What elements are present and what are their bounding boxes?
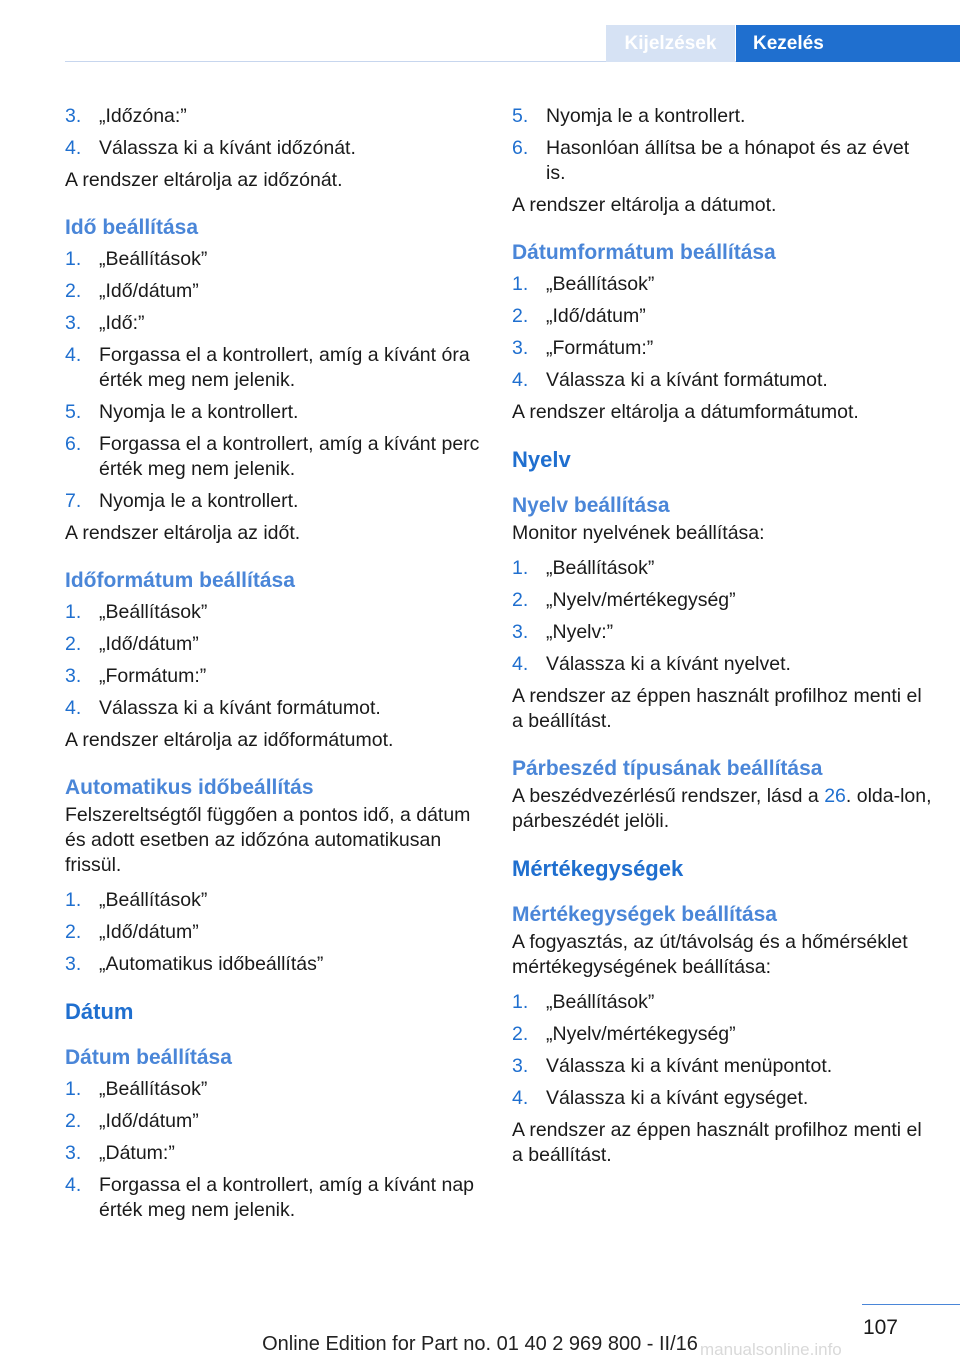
auto-steps — [65, 888, 485, 977]
step-text: „Idő/dátum” — [99, 921, 199, 943]
list-item — [512, 556, 932, 581]
step-number: 3. — [512, 1055, 529, 1077]
step-number: 4. — [65, 1174, 82, 1196]
heading-datumformatum: Dátumformátum beállítása — [512, 241, 776, 264]
step-text: Hasonlóan állítsa be a hónapot és az évet is. — [546, 137, 910, 184]
list-item — [65, 920, 485, 945]
edition-footer: Online Edition for Part no. 01 40 2 969 800 - II/16 — [262, 1333, 698, 1355]
step-number: 3. — [512, 337, 529, 359]
step-text: „Beállítások” — [99, 889, 208, 911]
step-number: 2. — [65, 921, 82, 943]
page-number: 107 — [862, 1316, 898, 1339]
step-number: 4. — [65, 137, 82, 159]
list-item — [512, 620, 932, 645]
list-item — [65, 489, 485, 514]
tab-kijelzesek[interactable]: Kijelzések — [606, 25, 735, 62]
step-number: 3. — [65, 665, 82, 687]
step-text: „Időzóna:” — [99, 105, 187, 127]
heading-ido-beallitasa: Idő beállítása — [65, 216, 199, 239]
list-item — [65, 952, 485, 977]
step-number: 5. — [65, 401, 82, 423]
step-text: Forgassa el a kontrollert, amíg a kívánt nap érték meg nem jelenik. — [99, 1174, 475, 1221]
step-number: 3. — [512, 621, 529, 643]
step-number: 1. — [65, 889, 82, 911]
step-number: 5. — [512, 105, 529, 127]
timezone-result: A rendszer eltárolja az időzónát. — [65, 169, 343, 191]
list-item — [65, 136, 485, 161]
list-item — [65, 432, 485, 482]
watermark: manualsonline.info — [700, 1340, 842, 1359]
date-format-result: A rendszer eltárolja a dátumformátumot. — [512, 401, 859, 423]
step-number: 4. — [512, 653, 529, 675]
right-column — [512, 104, 932, 1176]
auto-description: Felszereltségtől függően a pontos idő, a dátum és adott esetben az időzóna automatikusan frissül. — [65, 804, 471, 876]
step-number: 4. — [65, 344, 82, 366]
dialog-text-a: A beszédvezérlésű rendszer, lásd a — [512, 785, 825, 807]
step-number: 2. — [65, 633, 82, 655]
heading-datum-beallitasa: Dátum beállítása — [65, 1046, 232, 1069]
list-item — [65, 1077, 485, 1102]
list-item — [65, 343, 485, 393]
list-item — [512, 990, 932, 1015]
step-number: 7. — [65, 490, 82, 512]
step-text: Válassza ki a kívánt nyelvet. — [546, 653, 791, 675]
list-item — [65, 1141, 485, 1166]
step-text: „Beállítások” — [546, 557, 655, 579]
heading-mertekegysegek-beallitasa: Mértékegységek beállítása — [512, 903, 777, 926]
step-number: 3. — [65, 953, 82, 975]
step-number: 1. — [512, 991, 529, 1013]
heading-parbeszed: Párbeszéd típusának beállítása — [512, 757, 823, 780]
step-text: „Idő/dátum” — [99, 1110, 199, 1132]
language-result: A rendszer az éppen használt profilhoz menti el a beállítást. — [512, 685, 922, 732]
timezone-steps — [65, 104, 485, 161]
list-item — [512, 336, 932, 361]
step-text: Válassza ki a kívánt formátumot. — [99, 697, 381, 719]
list-item — [65, 400, 485, 425]
time-format-result: A rendszer eltárolja az időformátumot. — [65, 729, 394, 751]
heading-automatikus: Automatikus időbeállítás — [65, 776, 314, 799]
step-number: 3. — [65, 105, 82, 127]
step-text: „Formátum:” — [546, 337, 654, 359]
tab-kezeles[interactable]: Kezelés — [736, 25, 960, 62]
list-item — [512, 1022, 932, 1047]
list-item — [65, 279, 485, 304]
step-number: 2. — [65, 280, 82, 302]
heading-mertekegysegek: Mértékegységek — [512, 856, 684, 881]
step-number: 1. — [512, 273, 529, 295]
list-item — [512, 272, 932, 297]
step-text: „Formátum:” — [99, 665, 207, 687]
list-item — [65, 664, 485, 689]
language-intro: Monitor nyelvének beállítása: — [512, 522, 765, 544]
list-item — [512, 1054, 932, 1079]
list-item — [65, 632, 485, 657]
heading-idoformatum: Időformátum beállítása — [65, 569, 295, 592]
heading-nyelv: Nyelv — [512, 447, 571, 472]
list-item — [512, 104, 932, 129]
step-text: Forgassa el a kontrollert, amíg a kívánt óra érték meg nem jelenik. — [99, 344, 470, 391]
list-item — [512, 136, 932, 186]
step-text: „Idő/dátum” — [546, 305, 646, 327]
step-text: Válassza ki a kívánt formátumot. — [546, 369, 828, 391]
step-text: Forgassa el a kontrollert, amíg a kívánt perc érték meg nem jelenik. — [99, 433, 480, 480]
list-item — [512, 304, 932, 329]
list-item — [512, 1086, 932, 1111]
left-column — [65, 104, 485, 1230]
list-item — [65, 1173, 485, 1223]
time-format-steps — [65, 600, 485, 721]
dialog-text-b: . olda-lon, párbeszédét jelöli. — [512, 785, 932, 832]
list-item — [65, 104, 485, 129]
step-number: 4. — [65, 697, 82, 719]
units-steps — [512, 990, 932, 1111]
date-result: A rendszer eltárolja a dátumot. — [512, 194, 777, 216]
step-text: Nyomja le a kontrollert. — [99, 490, 299, 512]
step-text: „Idő/dátum” — [99, 280, 199, 302]
step-number: 3. — [65, 312, 82, 334]
list-item — [65, 247, 485, 272]
page-number-rule — [862, 1304, 960, 1305]
step-text: „Nyelv:” — [546, 621, 614, 643]
dialog-description — [512, 784, 932, 834]
step-text: Válassza ki a kívánt menüpontot. — [546, 1055, 833, 1077]
step-number: 4. — [512, 369, 529, 391]
step-number: 1. — [65, 601, 82, 623]
heading-datum: Dátum — [65, 999, 134, 1024]
step-number: 2. — [512, 1023, 529, 1045]
step-number: 1. — [65, 248, 82, 270]
units-intro: A fogyasztás, az út/távolság és a hőmérséklet mértékegységének beállítása: — [512, 931, 908, 978]
step-number: 3. — [65, 1142, 82, 1164]
step-text: „Beállítások” — [546, 991, 655, 1013]
step-number: 6. — [65, 433, 82, 455]
step-text: „Beállítások” — [99, 601, 208, 623]
list-item — [65, 311, 485, 336]
step-text: „Beállítások” — [546, 273, 655, 295]
step-number: 1. — [65, 1078, 82, 1100]
step-text: „Nyelv/mértékegység” — [546, 589, 736, 611]
step-number: 4. — [512, 1087, 529, 1109]
date-steps — [65, 1077, 485, 1223]
step-text: Nyomja le a kontrollert. — [99, 401, 299, 423]
list-item — [512, 368, 932, 393]
step-text: „Dátum:” — [99, 1142, 175, 1164]
step-number: 2. — [65, 1110, 82, 1132]
step-text: Válassza ki a kívánt időzónát. — [99, 137, 356, 159]
step-text: Nyomja le a kontrollert. — [546, 105, 746, 127]
page-link-26[interactable]: 26 — [824, 785, 846, 807]
list-item — [512, 588, 932, 613]
list-item — [65, 1109, 485, 1134]
time-result: A rendszer eltárolja az időt. — [65, 522, 301, 544]
step-text: „Automatikus időbeállítás” — [99, 953, 324, 975]
step-text: „Idő:” — [99, 312, 145, 334]
language-steps — [512, 556, 932, 677]
list-item — [65, 600, 485, 625]
step-number: 6. — [512, 137, 529, 159]
step-text: „Idő/dátum” — [99, 633, 199, 655]
step-text: Válassza ki a kívánt egységet. — [546, 1087, 809, 1109]
list-item — [65, 888, 485, 913]
list-item — [512, 652, 932, 677]
step-text: „Nyelv/mértékegység” — [546, 1023, 736, 1045]
time-steps — [65, 247, 485, 514]
step-text: „Beállítások” — [99, 1078, 208, 1100]
step-number: 2. — [512, 305, 529, 327]
step-text: „Beállítások” — [99, 248, 208, 270]
units-result: A rendszer az éppen használt profilhoz menti el a beállítást. — [512, 1119, 922, 1166]
step-number: 1. — [512, 557, 529, 579]
heading-nyelv-beallitasa: Nyelv beállítása — [512, 494, 670, 517]
step-number: 2. — [512, 589, 529, 611]
date-steps-cont — [512, 104, 932, 186]
date-format-steps — [512, 272, 932, 393]
list-item — [65, 696, 485, 721]
